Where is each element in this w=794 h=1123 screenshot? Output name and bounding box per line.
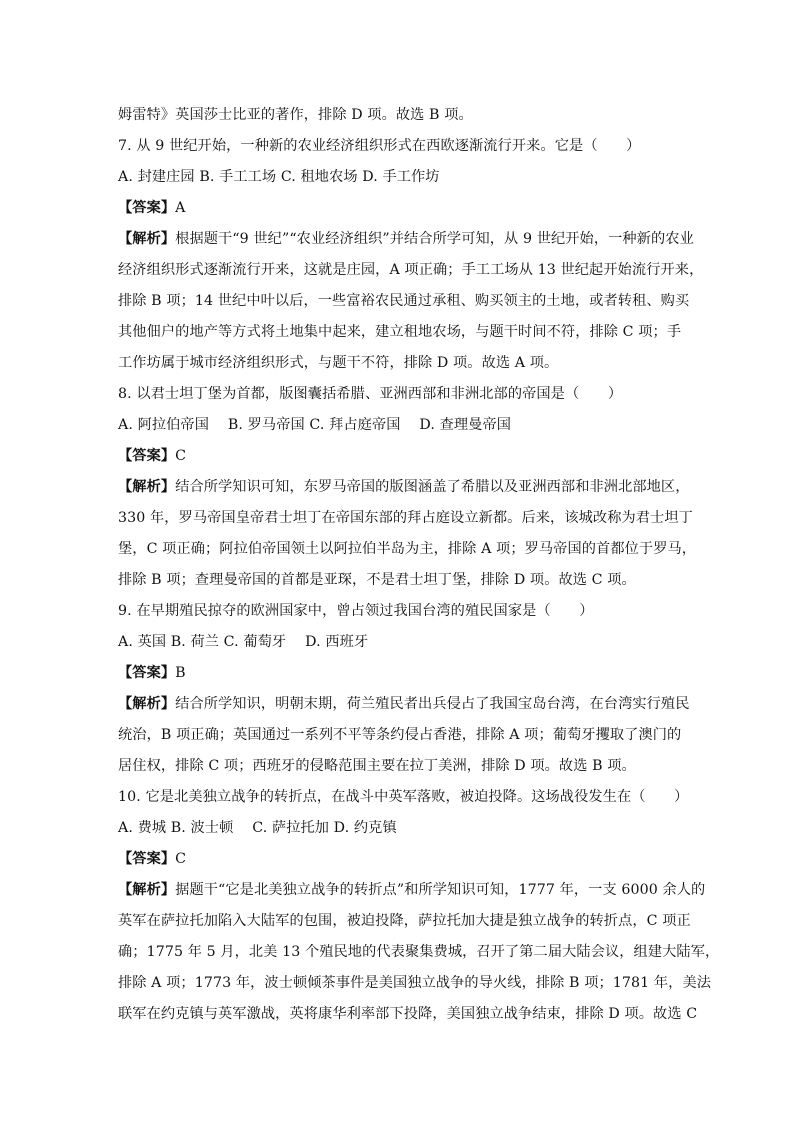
question-stem: 10. 它是北美独立战争的转折点，在战斗中英军落败，被迫投降。这场战役发生在（ ） [118,789,689,805]
analysis-paragraph [118,875,720,1030]
analysis-line [118,689,690,720]
analysis-line: 排除 B 项；查理曼帝国的首都是亚琛，不是君士坦丁堡，排除 D 项。故选 C 项。 [118,572,636,588]
document-content [118,100,720,1030]
question-7 [118,131,704,379]
answer-value: A [175,200,186,216]
answer-value: C [175,851,187,867]
question-stem: 9. 在早期殖民掠夺的欧洲国家中，曾占领过我国台湾的殖民国家是（ ） [118,603,594,619]
question-9 [118,596,690,782]
analysis-line: 排除 B 项；14 世纪中叶以后，一些富裕农民通过承租、购买领主的土地，或者转租、购买 [118,293,690,309]
question-8 [118,379,697,596]
question-options: A. 封建庄园 B. 手工工场 C. 租地农场 D. 手工作坊 [118,169,440,185]
answer-line [118,658,678,689]
analysis-paragraph [118,689,690,782]
analysis-text: 结合所学知识，明朝末期，荷兰殖民者出兵侵占了我国宝岛台湾，在台湾实行殖民 [175,696,690,712]
analysis-line: 经济组织形式逐渐流行开来，这就是庄园，A 项正确；手工工场从 13 世纪起开始流行开来， [118,262,704,278]
answer-tag: 【答案】 [118,200,176,216]
analysis-line: 居住权，排除 C 项；西班牙的侵略范围主要在拉丁美洲，排除 D 项。故选 B 项。 [118,758,636,774]
analysis-line: 排除 A 项；1773 年，波士顿倾茶事件是美国独立战争的导火线，排除 B 项；1781 年，美法 [118,975,712,991]
analysis-paragraph [118,224,704,379]
analysis-line: 其他佃户的地产等方式将土地集中起来，建立租地农场，与题干时间不符，排除 C 项；手 [118,324,682,340]
answer-tag: 【答案】 [118,665,176,681]
analysis-line [118,875,706,906]
question-options: A. 阿拉伯帝国 B. 罗马帝国 C. 拜占庭帝国 D. 查理曼帝国 [118,417,512,433]
intro-line: 姆雷特》英国莎士比亚的著作，排除 D 项。故选 B 项。 [118,107,473,123]
analysis-line [118,224,694,255]
analysis-line: 联军在约克镇与英军激战，英将康华利率部下投降，美国独立战争结束，排除 D 项。故选 C [118,1006,698,1022]
answer-value: C [175,448,187,464]
answer-tag: 【答案】 [118,851,176,867]
question-options: A. 英国 B. 荷兰 C. 葡萄牙 D. 西班牙 [118,634,369,650]
analysis-line: 英军在萨拉托加陷入大陆军的包围，被迫投降，萨拉托加大捷是独立战争的转折点，C 项正 [118,913,691,929]
question-options: A. 费城 B. 波士顿 C. 萨拉托加 D. 约克镇 [118,820,397,836]
analysis-line: 330 年，罗马帝国皇帝君士坦丁在帝国东部的拜占庭设立新都。后来，该城改称为君士坦丁 [118,510,693,526]
analysis-line [118,472,690,503]
analysis-tag: 【解析】 [118,479,176,495]
analysis-tag: 【解析】 [118,696,176,712]
question-stem: 7. 从 9 世纪开始，一种新的农业经济组织形式在西欧逐渐流行开来。它是（ ） [118,138,641,154]
analysis-tag: 【解析】 [118,882,176,898]
analysis-text: 根据题干“9 世纪”“农业经济组织”并结合所学可知，从 9 世纪开始，一种新的农业 [175,231,694,247]
analysis-line: 堡，C 项正确；阿拉伯帝国领土以阿拉伯半岛为主，排除 A 项；罗马帝国的首都位于罗马， [118,541,697,557]
analysis-tag: 【解析】 [118,231,176,247]
answer-line [118,193,678,224]
question-stem: 8. 以君士坦丁堡为首都，版图囊括希腊、亚洲西部和非洲北部的帝国是（ ） [118,386,623,402]
analysis-line: 确；1775 年 5 月，北美 13 个殖民地的代表聚集费城，召开了第二届大陆会议，组建大陆军， [118,944,720,960]
analysis-line: 统治，B 项正确；英国通过一系列不平等条约侵占香港，排除 A 项；葡萄牙攫取了澳门的 [118,727,682,743]
question-10 [118,782,720,1030]
analysis-paragraph [118,472,697,596]
analysis-line: 工作坊属于城市经济组织形式，与题干不符，排除 D 项。故选 A 项。 [118,355,559,371]
answer-value: B [175,665,186,681]
answer-line [118,844,678,875]
answer-line [118,441,678,472]
answer-tag: 【答案】 [118,448,176,464]
analysis-text: 结合所学知识可知，东罗马帝国的版图涵盖了希腊以及亚洲西部和非洲北部地区， [175,479,690,495]
analysis-text: 据题干“它是北美独立战争的转折点”和所学知识可知，1777 年，一支 6000 余人的 [175,882,706,898]
